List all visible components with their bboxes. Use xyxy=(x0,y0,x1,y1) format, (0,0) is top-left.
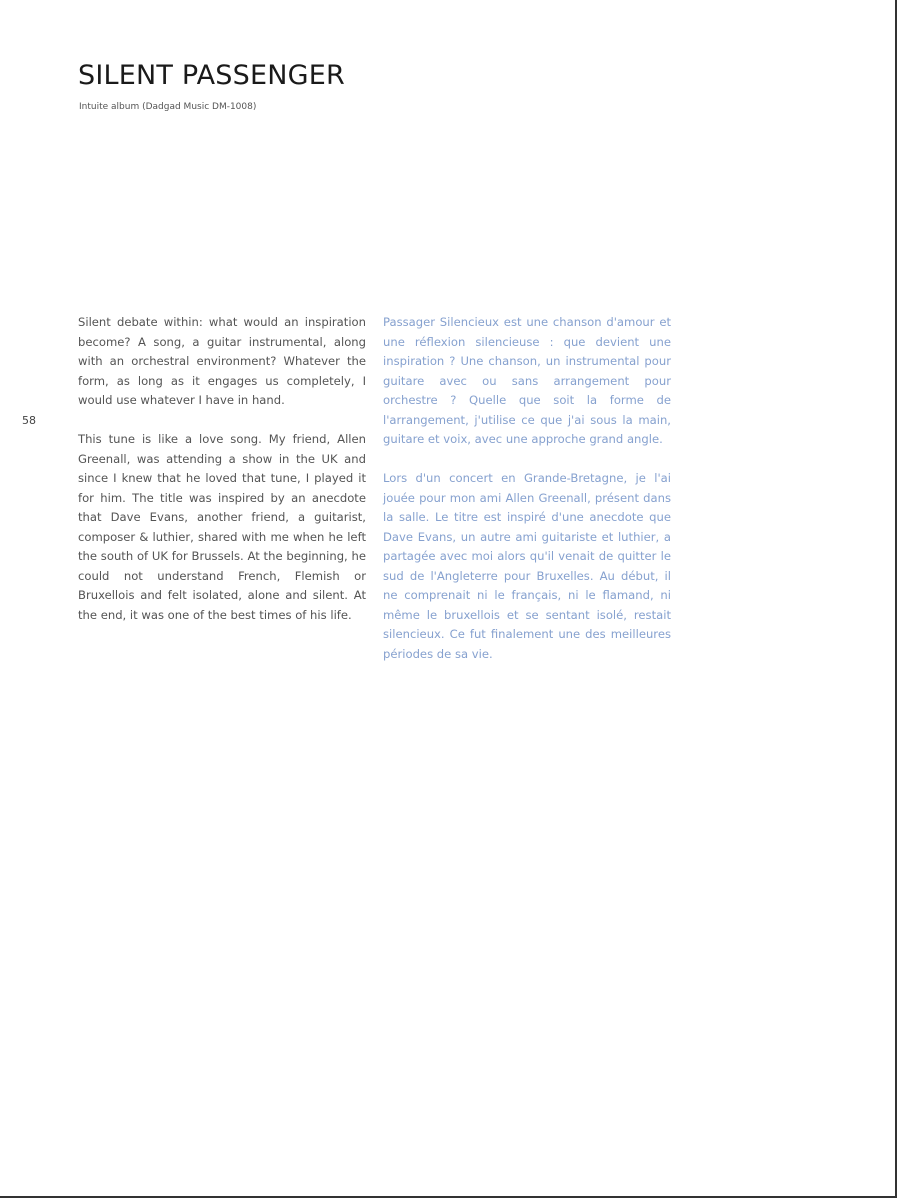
english-paragraph: This tune is like a love song. My friend, Allen Greenall, was attending a show in the UK and since I knew that he loved that tune, I played it for him. The title was inspired by an anecdote that Dave Evans, another friend, a guitarist, composer & luthier, shared with me when he left the south of UK for Brussels. At the beginning, he could not understand French, Flemish or Bruxellois and felt isolated, alone and silent. At the end, it was one of the best times of his life. xyxy=(78,432,366,622)
page-number: 58 xyxy=(22,414,36,427)
song-title: SILENT PASSENGER xyxy=(78,60,345,91)
french-text-column xyxy=(383,313,671,684)
album-subtitle: Intuite album (Dadgad Music DM-1008) xyxy=(79,102,257,112)
english-text-column xyxy=(78,313,366,645)
french-paragraph: Passager Silencieux est une chanson d'amour et une réflexion silencieuse : que devient une inspiration ? Une chanson, un instrumental pour guitare avec ou sans arrangement pour orchestre ? Quelle que soit la forme de l'arrangement, j'utilise ce que j'ai sous la main, guitare et voix, avec une approche grand angle. xyxy=(383,315,671,446)
english-paragraph: Silent debate within: what would an inspiration become? A song, a guitar instrumental, along with an orchestral environment? Whatever the form, as long as it engages us completely, I would use whatever I have in hand. xyxy=(78,315,366,407)
french-paragraph: Lors d'un concert en Grande-Bretagne, je l'ai jouée pour mon ami Allen Greenall, présent dans la salle. Le titre est inspiré d'une anecdote que Dave Evans, un autre ami guitariste et luthier, a partagée avec moi alors qu'il venait de quitter le sud de l'Angleterre pour Bruxelles. Au début, il ne comprenait ni le français, ni le flamand, ni même le bruxellois et se sentant isolé, restait silencieux. Ce fut finalement une des meilleures périodes de sa vie. xyxy=(383,471,671,661)
